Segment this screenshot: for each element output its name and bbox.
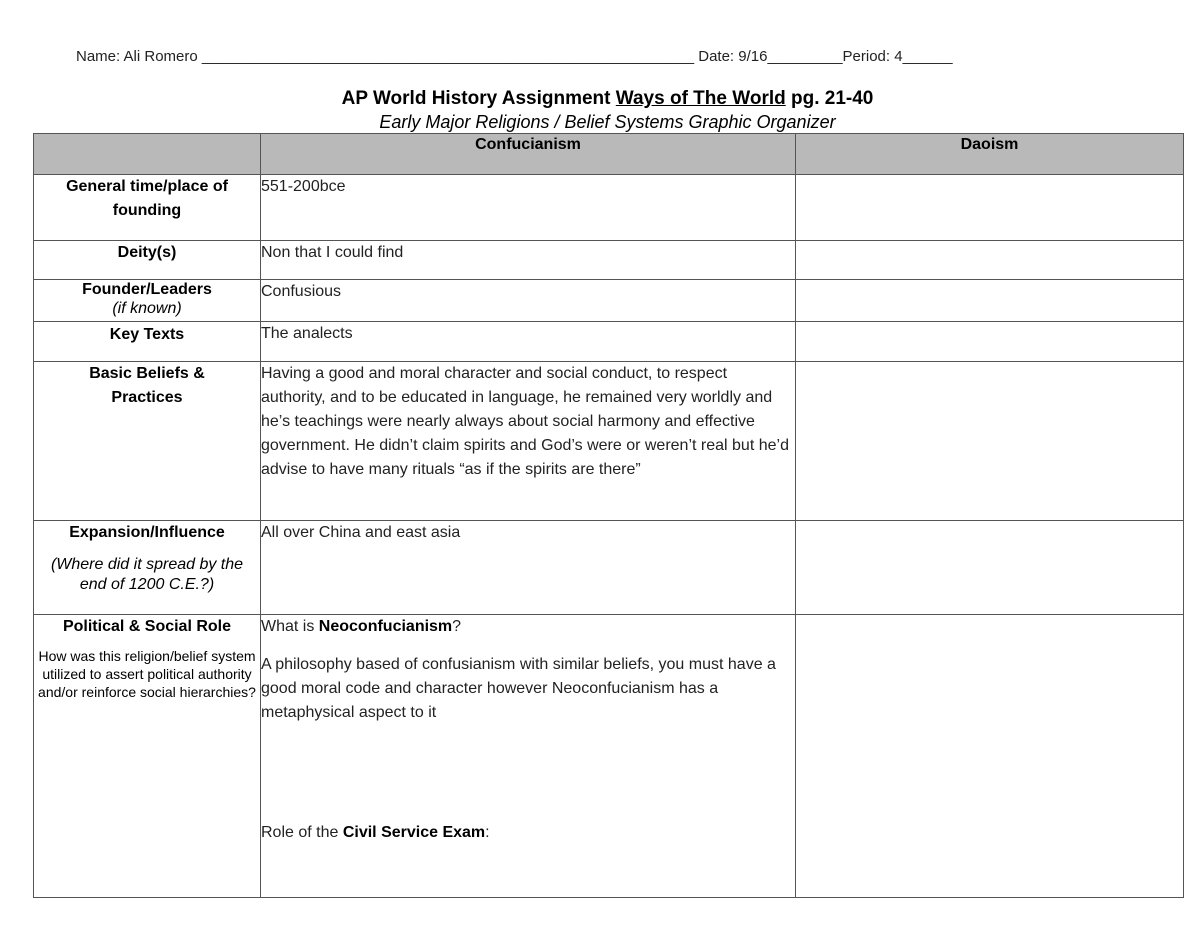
row-label-deity: Deity(s) <box>34 241 261 280</box>
table-row <box>34 322 1184 362</box>
table-row <box>34 521 1184 615</box>
q1-prefix: What is <box>261 618 319 635</box>
name-date-period-line: Name: Ali Romero ___________________________________________________________ Date: 9/16_________Period: 4______ <box>76 48 953 65</box>
expansion-label: Expansion/Influence <box>69 524 225 541</box>
table-row <box>34 362 1184 521</box>
civil-service-question <box>261 821 795 845</box>
row-label-beliefs: Basic Beliefs & Practices <box>34 362 261 521</box>
confucianism-political[interactable] <box>261 615 796 898</box>
neoconfucianism-question <box>261 618 461 635</box>
political-label: Political & Social Role <box>62 618 232 635</box>
row-label-political <box>34 615 261 898</box>
table-row <box>34 280 1184 322</box>
row-label-key-texts: Key Texts <box>34 322 261 362</box>
confucianism-key-texts[interactable]: The analects <box>261 322 796 362</box>
expansion-sublabel: (Where did it spread by the end of 1200 C.E.?) <box>50 556 244 593</box>
confucianism-deity[interactable]: Non that I could find <box>261 241 796 280</box>
title-suffix: pg. 21-40 <box>785 88 874 109</box>
confucianism-expansion[interactable]: All over China and east asia <box>261 521 796 615</box>
q2-term: Civil Service Exam <box>342 824 486 841</box>
founder-label: Founder/Leaders <box>82 281 212 298</box>
neoconfucianism-answer[interactable]: A philosophy based of confusianism with similar beliefs, you must have a good moral code and character however Neoconfucianism has a metaphysical aspect to it <box>261 656 776 721</box>
confucianism-beliefs[interactable]: Having a good and moral character and social conduct, to respect authority, and to be educated in language, he remained very worldly and he’s teachings were nearly always about social harmony and effective government. He didn’t claim spirits and God’s were or weren’t real but he’d advise to have many rituals “as if the spirits are there” <box>261 362 796 521</box>
title-prefix: AP World History Assignment <box>341 88 616 109</box>
daoism-deity[interactable] <box>796 241 1184 280</box>
daoism-founder[interactable] <box>796 280 1184 322</box>
table-row <box>34 175 1184 241</box>
graphic-organizer-table <box>33 133 1184 898</box>
row-label-founding: General time/place of founding <box>34 175 261 241</box>
row-label-founder <box>34 280 261 322</box>
confucianism-founder[interactable]: Confusious <box>261 280 796 322</box>
q1-term: Neoconfucianism <box>318 618 453 635</box>
daoism-political[interactable] <box>796 615 1184 898</box>
table-row <box>34 615 1184 898</box>
assignment-title <box>0 88 1200 110</box>
q2-prefix: Role of the <box>261 824 343 841</box>
table-row <box>34 241 1184 280</box>
assignment-subtitle: Early Major Religions / Belief Systems Graphic Organizer <box>379 112 836 132</box>
confucianism-founding[interactable]: 551-200bce <box>261 175 796 241</box>
daoism-expansion[interactable] <box>796 521 1184 615</box>
table-header-row <box>34 134 1184 175</box>
header-confucianism: Confucianism <box>261 134 796 175</box>
daoism-key-texts[interactable] <box>796 322 1184 362</box>
title-book: Ways of The World <box>615 88 786 109</box>
row-label-expansion <box>34 521 261 615</box>
header-blank <box>34 134 261 175</box>
political-sublabel: How was this religion/belief system utilized to assert political authority and/or reinforce social hierarchies? <box>38 648 256 700</box>
q1-suffix: ? <box>452 618 462 635</box>
header-daoism: Daoism <box>796 134 1184 175</box>
founder-sublabel: (if known) <box>112 300 182 317</box>
daoism-founding[interactable] <box>796 175 1184 241</box>
daoism-beliefs[interactable] <box>796 362 1184 521</box>
q2-suffix: : <box>485 824 490 841</box>
